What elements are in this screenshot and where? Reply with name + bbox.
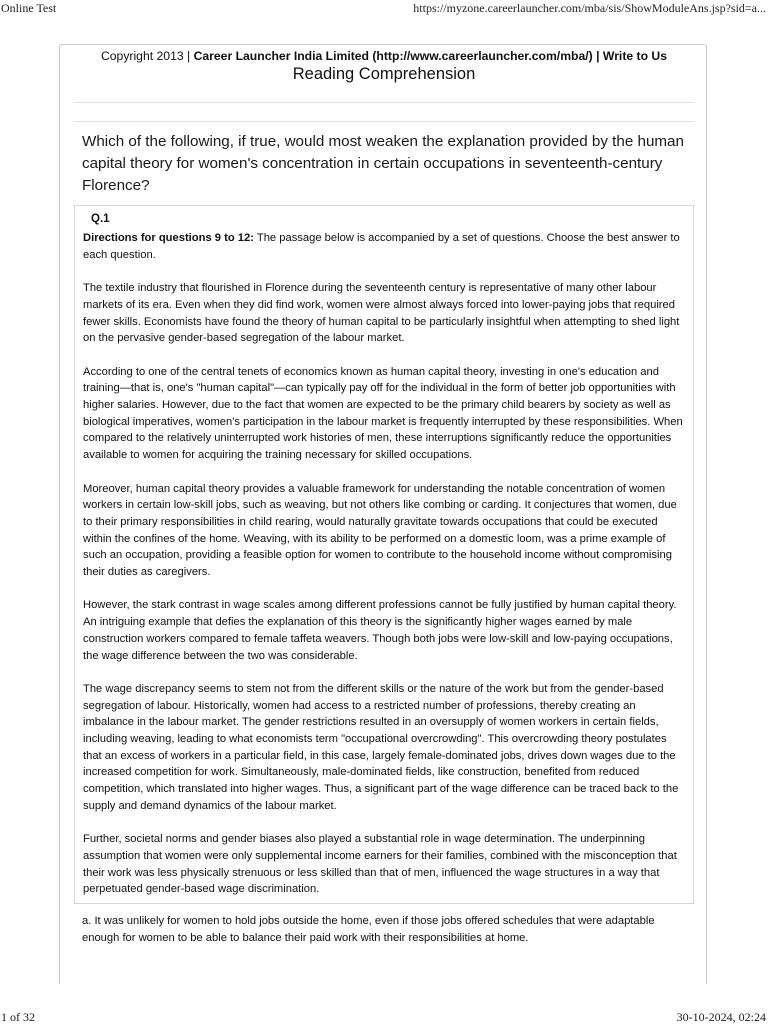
- passage-paragraph: Moreover, human capital theory provides a valuable framework for understanding the notable concentration of women workers in certain low-skill jobs, such as weaving, but not others like combing or carding. It conjectures that women, due to their primary responsibilities in child rearing, would naturally gravitate towards occupations that could be executed within the confines of the home. Weaving, with its ability to be performed on a domestic loom, was a prime example of such an occupation, providing a feasible option for women to contribute to the household income without compromising their duties as caregivers.: [83, 482, 677, 579]
- directions-label: Directions for questions 9 to 12:: [83, 232, 254, 244]
- print-header: [0, 1, 768, 15]
- passage-paragraph: The textile industry that flourished in Florence during the seventeenth century is representative of many other labour markets of its era. Even when they did find work, women were almost always forced into lower-paying jobs that required fewer skills. Economists have found the theory of human capital to be particularly insightful when attempting to shed light on the pervasive gender-based segregation of the labour market.: [83, 282, 680, 345]
- copyright-line: [74, 49, 694, 64]
- passage-paragraph: The wage discrepancy seems to stem not from the different skills or the nature of the work but from the gender-based segregation of labour. Historically, women had access to a restricted number of professions, thereby creating an imbalance in the labour market. The gender restrictions resulted in an oversupply of women workers in certain fields, including weaving, leading to what economists term "occupational overcrowding". This overcrowding theory postulates that an excess of workers in a particular field, in this case, largely female-dominated jobs, drives down wages due to the increased competition for work. Simultaneously, male-dominated fields, like construction, benefited from reduced competition, which translated into higher wages. Thus, a significant part of the wage difference can be traced back to the supply and demand dynamics of the labour market.: [83, 682, 679, 812]
- divider: [74, 102, 694, 103]
- page-count: 1 of 32: [1, 1010, 35, 1024]
- divider: [74, 121, 694, 122]
- question-number: Q.1: [91, 213, 110, 225]
- passage-paragraph: However, the stark contrast in wage scales among different professions cannot be fully justified by human capital theory. An intriguing example that defies the explanation of this theory is the significantly higher wages earned by male construction workers compared to female taffeta weavers. Though both jobs were low-skill and low-paying occupations, the wage difference between the two was considerable.: [83, 599, 677, 662]
- print-footer: [0, 1010, 768, 1024]
- answer-option-a[interactable]: a. It was unlikely for women to hold jobs outside the home, even if those jobs offered schedules that were adaptable enough for women to be able to balance their paid work with their responsibilities at home.: [82, 915, 655, 944]
- content-frame: [59, 44, 707, 984]
- passage: [83, 230, 683, 915]
- write-to-us-link[interactable]: Write to Us: [602, 49, 668, 63]
- copyright-text: Copyright 2013 |: [100, 49, 191, 63]
- page-url: https://myzone.careerlauncher.com/mba/sis/ShowModuleAns.jsp?sid=a...: [413, 1, 766, 15]
- page-title: Online Test: [1, 1, 57, 15]
- company-link[interactable]: Career Launcher India Limited (http://www.careerlauncher.com/mba/): [193, 49, 593, 63]
- passage-paragraph: According to one of the central tenets of economics known as human capital theory, investing in one's education and training—that is, one's "human capital"—can typically pay off for the individual in the form of better job opportunities with higher salaries. However, due to the fact that women are expected to be the primary child bearers by society as well as biological imperatives, women's participation in the labour market is frequently interrupted by these responsibilities. When compared to the relatively uninterrupted work histories of men, these interruptions significantly reduce the opportunities available to women for acquiring the training necessary for skilled occupations.: [83, 365, 683, 462]
- passage-box: [74, 205, 694, 904]
- print-datetime: 30-10-2024, 02:24: [676, 1010, 766, 1024]
- passage-paragraph: Further, societal norms and gender biases also played a substantial role in wage determination. The underpinning assumption that women were only supplemental income earners for their families, combined with the misconception that their work was less physically strenuous or less skilled than that of men, influenced the wage structures in a way that perpetuated gender-based wage discrimination.: [83, 833, 677, 896]
- copyright-separator: |: [596, 49, 600, 63]
- directions-text: The passage below is accompanied by a set of questions. Choose the best answer to each question.: [83, 232, 680, 261]
- question-text: Which of the following, if true, would most weaken the explanation provided by the human capital theory for women's concentration in certain occupations in seventeenth-century Florence?: [82, 133, 684, 194]
- directions: [83, 230, 683, 263]
- section-title: Reading Comprehension: [292, 65, 476, 83]
